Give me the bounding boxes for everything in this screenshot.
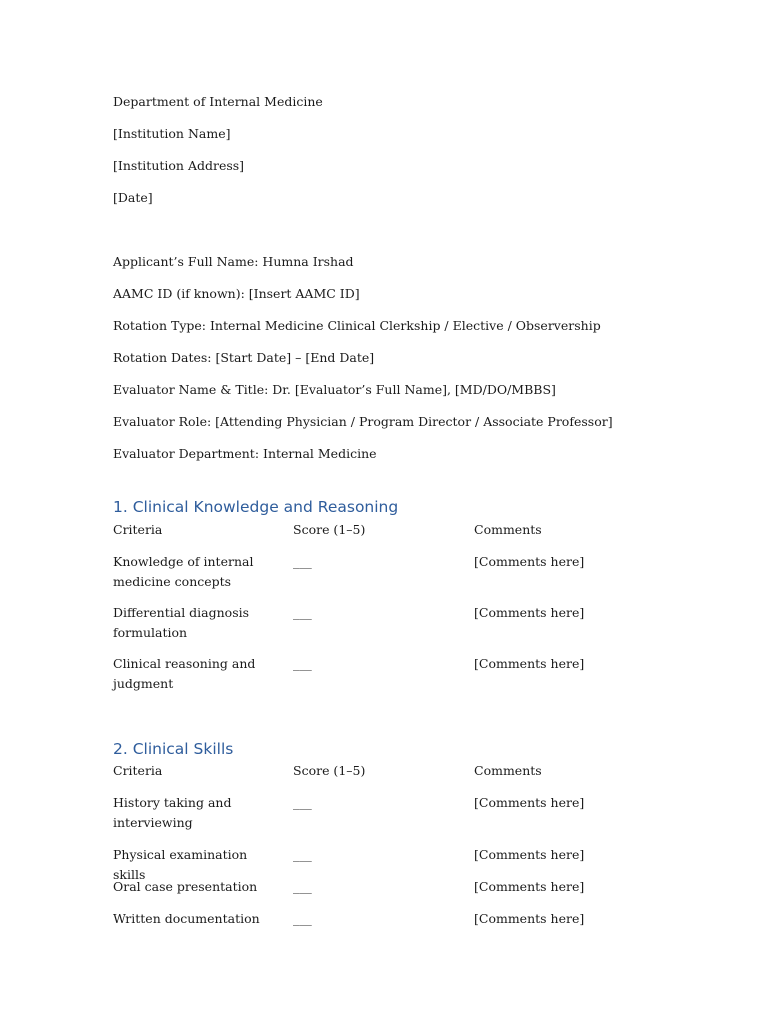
- score-blank: ___: [293, 795, 312, 810]
- evaluator-name-line: Evaluator Name & Title: Dr. [Evaluator’s Full Name], [MD/DO/MBBS]: [113, 382, 556, 397]
- department-line: Department of Internal Medicine: [113, 94, 323, 109]
- column-header-score: Score (1–5): [293, 763, 366, 778]
- score-blank: ___: [293, 554, 312, 569]
- comments-cell: [Comments here]: [474, 879, 585, 894]
- section-heading: 1. Clinical Knowledge and Reasoning: [113, 498, 399, 516]
- column-header-criteria: Criteria: [113, 763, 163, 778]
- criteria-cell: Oral case presentation: [113, 879, 258, 894]
- evaluator-department-line: Evaluator Department: Internal Medicine: [113, 446, 377, 461]
- institution-name-line: [Institution Name]: [113, 126, 231, 141]
- criteria-cell: History taking and interviewing: [113, 795, 232, 830]
- score-blank: ___: [293, 656, 312, 671]
- column-header-score: Score (1–5): [293, 522, 366, 537]
- comments-cell: [Comments here]: [474, 911, 585, 926]
- comments-cell: [Comments here]: [474, 795, 585, 810]
- institution-address-line: [Institution Address]: [113, 158, 245, 173]
- score-blank: ___: [293, 847, 312, 862]
- evaluator-role-line: Evaluator Role: [Attending Physician / Program Director / Associate Professor]: [113, 414, 613, 429]
- column-header-comments: Comments: [474, 763, 542, 778]
- score-blank: ___: [293, 605, 312, 620]
- rotation-type-line: Rotation Type: Internal Medicine Clinical Clerkship / Elective / Observership: [113, 318, 601, 333]
- criteria-cell: Clinical reasoning and judgment: [113, 656, 256, 691]
- column-header-criteria: Criteria: [113, 522, 163, 537]
- comments-cell: [Comments here]: [474, 656, 585, 671]
- section-heading: 2. Clinical Skills: [113, 740, 234, 758]
- comments-cell: [Comments here]: [474, 554, 585, 569]
- comments-cell: [Comments here]: [474, 605, 585, 620]
- rotation-dates-line: Rotation Dates: [Start Date] – [End Date]: [113, 350, 375, 365]
- criteria-cell: Knowledge of internal medicine concepts: [113, 554, 254, 589]
- date-line: [Date]: [113, 190, 153, 205]
- comments-cell: [Comments here]: [474, 847, 585, 862]
- score-blank: ___: [293, 911, 312, 926]
- criteria-cell: Differential diagnosis formulation: [113, 605, 250, 640]
- score-blank: ___: [293, 879, 312, 894]
- applicant-name-line: Applicant’s Full Name: Humna Irshad: [113, 254, 354, 269]
- criteria-cell: Physical examination skills: [113, 847, 248, 882]
- aamc-id-line: AAMC ID (if known): [Insert AAMC ID]: [113, 286, 360, 301]
- column-header-comments: Comments: [474, 522, 542, 537]
- criteria-cell: Written documentation: [113, 911, 260, 926]
